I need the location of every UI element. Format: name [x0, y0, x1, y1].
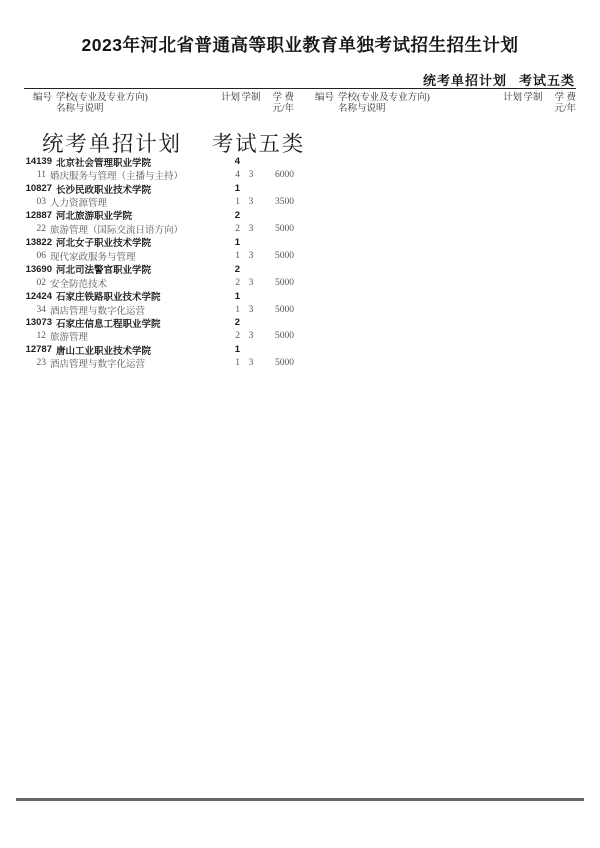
row-plan: 2 — [234, 209, 240, 221]
row-plan: 1 — [235, 358, 240, 369]
row-code: 12424 — [25, 290, 52, 302]
table-row — [24, 236, 294, 249]
row-code: 23 — [36, 358, 46, 369]
row-name: 婚庆服务与管理（主播与主持） — [50, 172, 184, 183]
row-years: 3 — [248, 277, 254, 288]
row-code: 06 — [36, 250, 46, 261]
row-code: 13822 — [25, 236, 52, 248]
row-years: 3 — [248, 304, 254, 315]
row-plan: 1 — [235, 250, 240, 261]
table-row — [24, 182, 294, 195]
row-code: 12887 — [25, 209, 52, 221]
row-plan: 1 — [235, 197, 240, 208]
page-title: 2023年河北省普通高等职业教育单独考试招生招生计划 — [81, 35, 519, 55]
row-years: 3 — [248, 170, 254, 181]
row-fee: 5000 — [275, 223, 294, 234]
row-name: 唐山工业职业技术学院 — [56, 345, 152, 357]
row-plan: 1 — [234, 183, 240, 195]
header-code: 编号 — [32, 93, 52, 103]
row-years: 3 — [248, 223, 254, 234]
row-name: 河北旅游职业学院 — [56, 211, 133, 223]
header-plan: 计划 — [220, 93, 240, 103]
row-code: 22 — [36, 223, 46, 234]
row-code: 12787 — [25, 344, 52, 356]
row-code: 03 — [36, 197, 46, 208]
row-plan: 1 — [234, 344, 240, 356]
table-row — [24, 316, 294, 329]
row-years: 3 — [248, 250, 254, 261]
table-row — [24, 168, 294, 181]
table-row — [24, 195, 294, 208]
header-years: 学制 — [241, 93, 261, 103]
row-name: 北京社会管理职业学院 — [56, 157, 152, 169]
table-row — [24, 155, 294, 168]
table-header — [24, 93, 576, 115]
row-code: 10827 — [25, 183, 52, 195]
row-name: 河北女子职业技术学院 — [56, 238, 152, 250]
table-row — [24, 357, 294, 370]
row-code: 13073 — [25, 317, 52, 329]
table-row — [24, 222, 294, 235]
header-code: 编号 — [314, 93, 334, 103]
header-divider — [24, 88, 576, 89]
row-plan: 2 — [234, 317, 240, 329]
row-code: 13690 — [25, 263, 52, 275]
row-name: 石家庄信息工程职业学院 — [56, 318, 161, 330]
header-school: 学校(专业及专业方向) 名称与说明 — [56, 93, 148, 114]
banner-plan-type: 统考单招计划 — [422, 73, 507, 88]
row-plan: 2 — [235, 277, 240, 288]
row-plan: 4 — [234, 156, 240, 168]
row-code: 02 — [36, 277, 46, 288]
table-row — [24, 249, 294, 262]
row-code: 12 — [36, 331, 46, 342]
row-name: 安全防范技术 — [50, 279, 108, 290]
row-plan: 1 — [235, 304, 240, 315]
row-name: 石家庄铁路职业技术学院 — [56, 292, 161, 304]
row-years: 3 — [248, 331, 254, 342]
row-years: 3 — [248, 197, 254, 208]
row-fee: 5000 — [275, 331, 294, 342]
row-code: 14139 — [25, 156, 52, 168]
row-plan: 2 — [235, 223, 240, 234]
header-school: 学校(专业及专业方向) 名称与说明 — [338, 93, 430, 114]
table-row — [24, 343, 294, 356]
row-fee: 5000 — [275, 277, 294, 288]
row-fee: 3500 — [275, 197, 294, 208]
row-name: 酒店管理与数字化运营 — [50, 306, 146, 317]
header-years: 学制 — [523, 93, 543, 103]
row-name: 人力资源管理 — [50, 199, 108, 210]
category-banner — [423, 70, 575, 89]
table-row — [24, 330, 294, 343]
section-plan-type: 统考单招计划 — [42, 132, 182, 156]
table-row — [24, 276, 294, 289]
header-fee: 学 费 元/年 — [272, 93, 294, 114]
table-row — [24, 209, 294, 222]
row-name: 酒店管理与数字化运营 — [50, 360, 146, 371]
row-name: 旅游管理（国际交流日语方向） — [50, 225, 184, 236]
row-fee: 6000 — [275, 170, 294, 181]
row-plan: 4 — [235, 170, 240, 181]
row-name: 旅游管理 — [50, 333, 89, 344]
row-plan: 2 — [234, 263, 240, 275]
table-header-left — [24, 93, 294, 115]
banner-exam-category: 考试五类 — [518, 73, 575, 88]
row-years: 3 — [248, 358, 254, 369]
section-exam-category: 考试五类 — [211, 132, 306, 156]
row-code: 11 — [36, 170, 46, 181]
row-code: 34 — [36, 304, 46, 315]
row-fee: 5000 — [275, 358, 294, 369]
row-plan: 2 — [235, 331, 240, 342]
row-name: 现代家政服务与管理 — [50, 252, 136, 263]
table-row — [24, 289, 294, 302]
table-row — [24, 303, 294, 316]
table-row — [24, 263, 294, 276]
footer-divider — [16, 798, 584, 801]
section-heading — [42, 127, 305, 158]
row-plan: 1 — [234, 236, 240, 248]
row-fee: 5000 — [275, 250, 294, 261]
header-plan: 计划 — [502, 93, 522, 103]
row-fee: 5000 — [275, 304, 294, 315]
row-name: 长沙民政职业技术学院 — [56, 184, 152, 196]
table-header-right — [306, 93, 576, 115]
plan-table-body — [24, 155, 294, 370]
header-fee: 学 费 元/年 — [554, 93, 576, 114]
row-name: 河北司法警官职业学院 — [56, 265, 152, 277]
row-plan: 1 — [234, 290, 240, 302]
